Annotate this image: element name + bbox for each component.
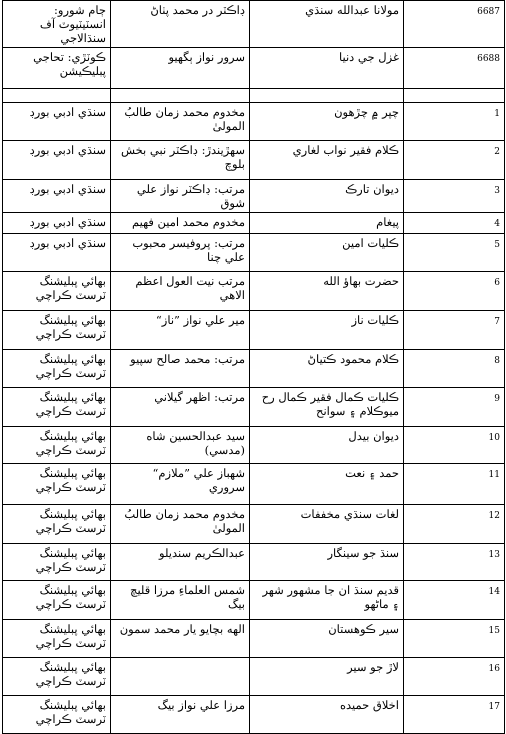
serial-number-cell: 16 xyxy=(404,658,505,696)
publisher-cell: بهائي پبليشنگ ٽرسٽ ڪراچي xyxy=(3,388,111,427)
table-row xyxy=(3,544,505,581)
serial-number-cell: 14 xyxy=(404,581,505,620)
title-cell: لاڙ جو سير xyxy=(250,658,404,696)
serial-number-cell: 10 xyxy=(404,427,505,464)
author-cell: سيد عبدالحسين شاه (مدسي) xyxy=(111,427,250,464)
author-cell: مرتب: ڊاڪٽر نواز علي شوق xyxy=(111,180,250,213)
table-row xyxy=(3,658,505,696)
title-cell: ڪلام فقير نواب لغاري xyxy=(250,141,404,180)
author-cell: مخدوم محمد زمان طالبُ المولىٰ xyxy=(111,103,250,141)
title-cell: غزل جي دنيا xyxy=(250,48,404,89)
serial-number-cell: 7 xyxy=(404,311,505,350)
book-table xyxy=(2,0,505,734)
table-row xyxy=(3,427,505,464)
publisher-cell: بهائي پبليشنگ ٽرسٽ ڪراچي xyxy=(3,311,111,350)
serial-number-cell: 1 xyxy=(404,103,505,141)
table-row xyxy=(3,234,505,272)
publisher-cell: بهائي پبليشنگ ٽرسٽ ڪراچي xyxy=(3,464,111,505)
serial-number-cell: 2 xyxy=(404,141,505,180)
author-cell xyxy=(111,89,250,103)
title-cell: ڪليات ڪمال فقير ڪمال رح ميوڪلام ۽ سوانح xyxy=(250,388,404,427)
title-cell: ڪليات ناز xyxy=(250,311,404,350)
publisher-cell xyxy=(3,89,111,103)
table-row xyxy=(3,89,505,103)
table-row xyxy=(3,141,505,180)
title-cell: لغات سنڌي مخففات xyxy=(250,505,404,544)
title-cell: پيغام xyxy=(250,213,404,234)
author-cell: سرور نواز ٻگهيو xyxy=(111,48,250,89)
serial-number-cell: 3 xyxy=(404,180,505,213)
publisher-cell: بهائي پبليشنگ ٽرسٽ ڪراچي xyxy=(3,658,111,696)
table-row xyxy=(3,581,505,620)
publisher-cell: بهائي پبليشنگ ٽرسٽ ڪراچي xyxy=(3,544,111,581)
author-cell: الهه بچايو يار محمد سمون xyxy=(111,620,250,658)
table-row xyxy=(3,213,505,234)
title-cell: ديوان تارڪ xyxy=(250,180,404,213)
serial-number-cell: 8 xyxy=(404,350,505,388)
serial-number-cell: 15 xyxy=(404,620,505,658)
publisher-cell: ڄام شورو: انسٽيٽيوٽ آف سنڌالاجي xyxy=(3,1,111,48)
publisher-cell: بهائي پبليشنگ ٽرسٽ ڪراچي xyxy=(3,272,111,311)
publisher-cell: سنڌي ادبي بورڊ xyxy=(3,234,111,272)
publisher-cell: سنڌي ادبي بورڊ xyxy=(3,103,111,141)
table-row xyxy=(3,350,505,388)
table-row xyxy=(3,696,505,734)
publisher-cell: ڪوٽڙي: تحاجي پبليڪيشن xyxy=(3,48,111,89)
publisher-cell: بهائي پبليشنگ ٽرسٽ ڪراچي xyxy=(3,505,111,544)
table-row xyxy=(3,464,505,505)
serial-number-cell: 13 xyxy=(404,544,505,581)
title-cell xyxy=(250,89,404,103)
author-cell: مير علي نواز ”ناز“ xyxy=(111,311,250,350)
publisher-cell: بهائي پبليشنگ ٽرسٽ ڪراچي xyxy=(3,427,111,464)
author-cell: مخدوم محمد زمان طالبُ المولىٰ xyxy=(111,505,250,544)
publisher-cell: بهائي پبليشنگ ٽرسٽ ڪراچي xyxy=(3,696,111,734)
serial-number-cell xyxy=(404,89,505,103)
title-cell: چپر ۾ چڙهون xyxy=(250,103,404,141)
serial-number-cell: 4 xyxy=(404,213,505,234)
title-cell: سير ڪوهستان xyxy=(250,620,404,658)
title-cell: ڪليات امين xyxy=(250,234,404,272)
table-row xyxy=(3,311,505,350)
serial-number-cell: 12 xyxy=(404,505,505,544)
author-cell: مرتب نيت العول اعظم الاهي xyxy=(111,272,250,311)
title-cell: حمد ۽ نعت xyxy=(250,464,404,505)
publisher-cell: سنڌي ادبي بورڊ xyxy=(3,141,111,180)
author-cell: مرزا علي نواز بيگ xyxy=(111,696,250,734)
title-cell: مولانا عبدالله سنڌي xyxy=(250,1,404,48)
serial-number-cell: 6 xyxy=(404,272,505,311)
table-row xyxy=(3,620,505,658)
table-row xyxy=(3,180,505,213)
publisher-cell: سنڌي ادبي بورڊ xyxy=(3,180,111,213)
table-row xyxy=(3,103,505,141)
title-cell: ڪلام محمود ڪتياڻ xyxy=(250,350,404,388)
author-cell: شهباز علي ”ملازم“ سروري xyxy=(111,464,250,505)
serial-number-cell: 5 xyxy=(404,234,505,272)
author-cell: شمس العلماءِ مرزا قليچ بيگ xyxy=(111,581,250,620)
title-cell: ديوان بيدل xyxy=(250,427,404,464)
author-cell: مرتب: محمد صالح سپيو xyxy=(111,350,250,388)
table-row xyxy=(3,388,505,427)
author-cell: سهڙيندڙ: ڊاڪٽر نبي بخش بلوچ xyxy=(111,141,250,180)
author-cell xyxy=(111,658,250,696)
author-cell: عبدالڪريم سنديلو xyxy=(111,544,250,581)
table-row xyxy=(3,505,505,544)
table-row xyxy=(3,272,505,311)
serial-number-cell: 17 xyxy=(404,696,505,734)
author-cell: مخدوم محمد امين فهيم xyxy=(111,213,250,234)
serial-number-cell: 11 xyxy=(404,464,505,505)
title-cell: قديم سنڌ ان جا مشهور شهر ۽ ماڻهو xyxy=(250,581,404,620)
table-row xyxy=(3,1,505,48)
publisher-cell: بهائي پبليشنگ ٽرسٽ ڪراچي xyxy=(3,620,111,658)
title-cell: حضرت بهاؤ الله xyxy=(250,272,404,311)
title-cell: اخلاق حميده xyxy=(250,696,404,734)
serial-number-cell: 6687 xyxy=(404,1,505,48)
serial-number-cell: 9 xyxy=(404,388,505,427)
table-row xyxy=(3,48,505,89)
serial-number-cell: 6688 xyxy=(404,48,505,89)
publisher-cell: بهائي پبليشنگ ٽرسٽ ڪراچي xyxy=(3,581,111,620)
publisher-cell: بهائي پبليشنگ ٽرسٽ ڪراچي xyxy=(3,350,111,388)
author-cell: مرتب: پروفيسر محبوب علي چنا xyxy=(111,234,250,272)
author-cell: مرتب: اظهر گيلاني xyxy=(111,388,250,427)
author-cell: ڊاڪٽر در محمد پٺاڻ xyxy=(111,1,250,48)
title-cell: سنڌ جو سينگار xyxy=(250,544,404,581)
publisher-cell: سنڌي ادبي بورڊ xyxy=(3,213,111,234)
